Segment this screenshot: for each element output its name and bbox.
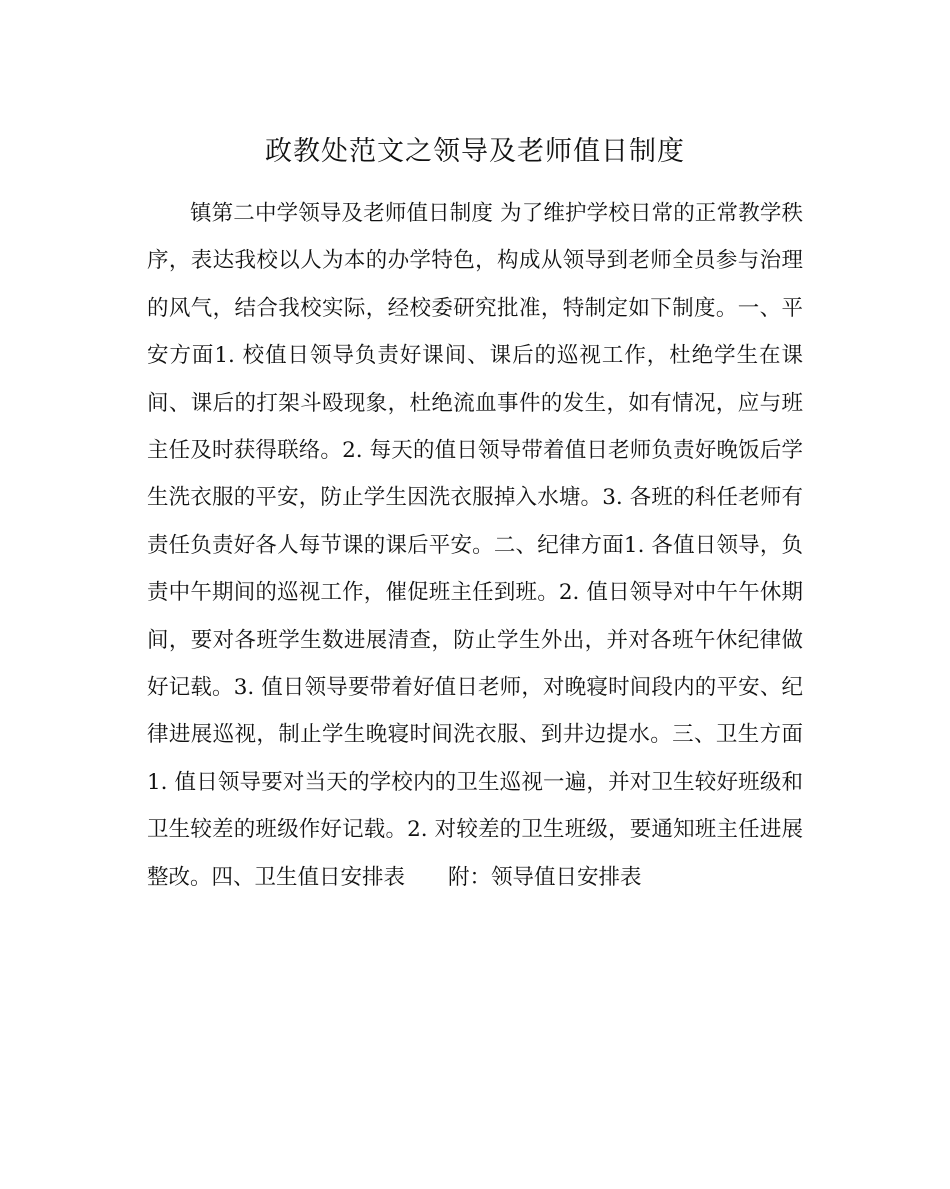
document-title: 政教处范文之领导及老师值日制度: [265, 136, 685, 167]
document-body-paragraph: 镇第二中学领导及老师值日制度 为了维护学校日常的正常教学秩序，表达我校以人为本的办学特色，构成从领导到老师全员参与治理的风气，结合我校实际，经校委研究批准，特制定如下制度。一、平安方面1. 校值日领导负责好课间、课后的巡视工作，杜绝学生在课间、课后的打架斗殴现象，杜绝流血事件的发生，如有情况，应与班主任及时获得联络。2. 每天的值日领导带着值日老师负责好晚饭后学生洗衣服的平安，防止学生因洗衣服掉入水塘。3. 各班的科任老师有责任负责好各人每节课的课后平安。二、纪律方面1. 各值日领导，负责中午期间的巡视工作，催促班主任到班。2. 值日领导对中午午休期间，要对各班学生数进展清查，防止学生外出，并对各班午休纪律做好记载。3. 值日领导要带着好值日老师，对晚寝时间段内的平安、纪律进展巡视，制止学生晚寝时间洗衣服、到井边提水。三、卫生方面1. 值日领导要对当天的学校内的卫生巡视一遍，并对卫生较好班级和卫生较差的班级作好记载。2. 对较差的卫生班级，要通知班主任进展整改。四、卫生值日安排表 附：领导值日安排表: [147, 201, 803, 890]
